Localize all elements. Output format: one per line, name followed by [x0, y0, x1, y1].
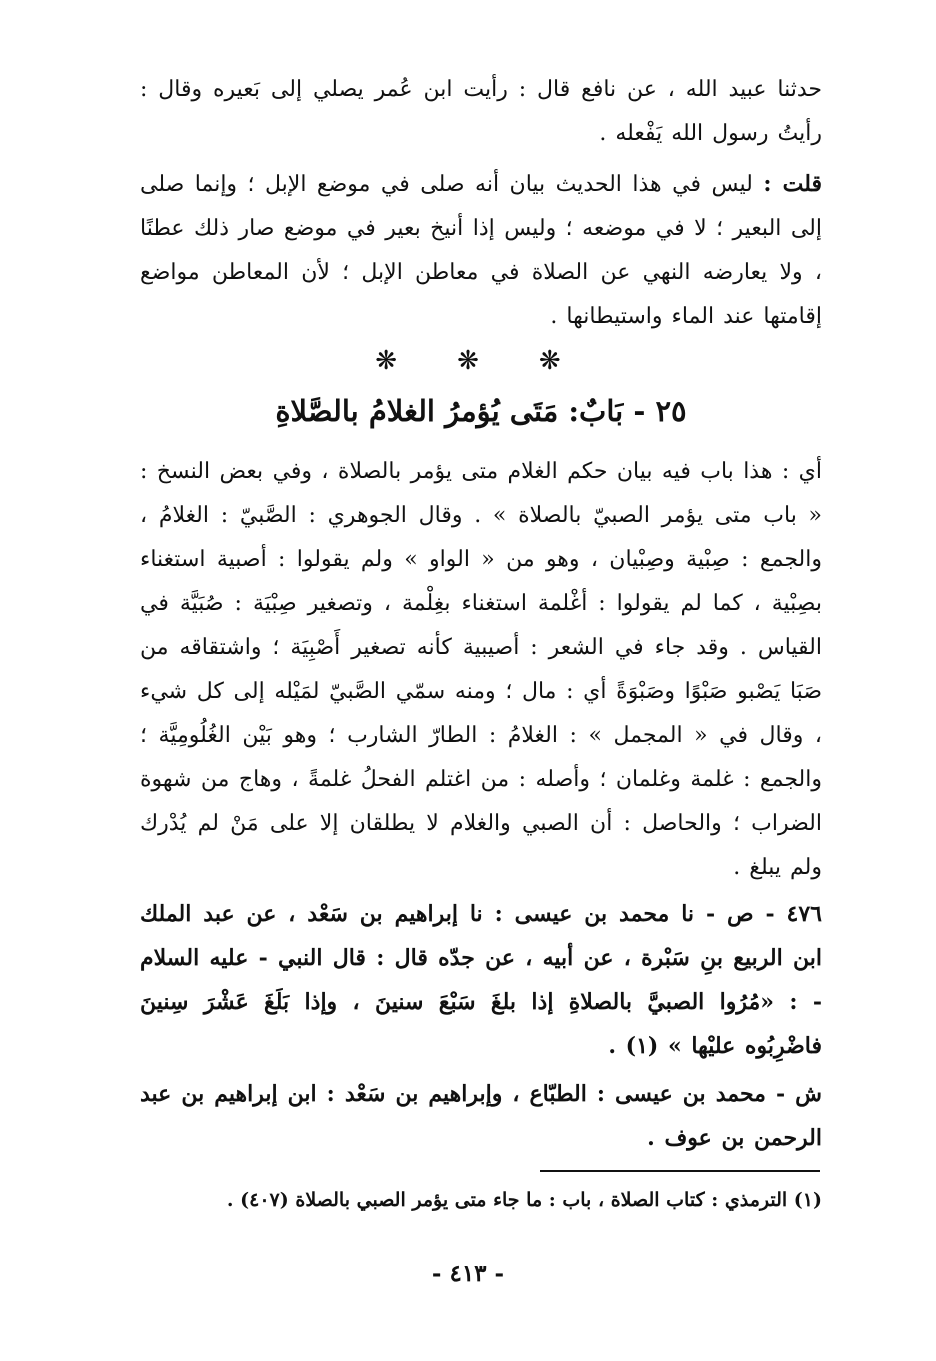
- page-number: - ٤١٣ -: [431, 1260, 505, 1287]
- hadith-paragraph: ٤٧٦ - ص - نا محمد بن عيسى : نا إبراهيم بن سَعْد ، عن عبد الملك ابن الربيع بنِ سَبْرة ، عن أبيه ، عن جدّه قال : قال النبي - عليه السلام - : «مُرُوا الصبيَّ بالصلاةِ إذا بلغَ سَبْعَ سنينَ ، وإذا بَلَغَ عَشْرَ سِنينَ فاضْرِبُوه عليْها » (١) .: [140, 901, 822, 1059]
- separator-star: ❋: [457, 346, 479, 376]
- section-separator: [300, 346, 636, 376]
- opening-hadith-paragraph: حدثنا عبيد الله ، عن نافع قال : رأيت ابن عُمر يصلي إلى بَعيره وقال : رأيتُ رسول الله يَفْعله .: [140, 77, 822, 146]
- qultu-label: قلت :: [763, 171, 823, 197]
- commentary-paragraph: أي : هذا باب فيه بيان حكم الغلام متى يؤمر بالصلاة ، وفي بعض النسخ : « باب متى يؤمر الصبيّ بالصلاة » . وقال الجوهري : الصَّبيّ : الغلامُ ، والجمع : صِبْية وصِبْيان ، وهو من « الواو » ولم يقولوا : أصبية استغناء بصِبْية ، كما لم يقولوا : أغْلمة استغناء بغِلْمة ، وتصغير صِبْيَة : صُبَيَّة في القياس . وقد جاء في الشعر : أصيبية كأنه تصغير أَصْبِيَة ؛ واشتقاقه من صَبَا يَصْبو صَبْوًا وصَبْوَةً أي : مال ؛ ومنه سمّي الصَّبيّ لمَيْله إلى كل شيء ، وقال في « المجمل » : الغلامُ : الطارّ الشارب ؛ وهو بَيْن الغُلُومِيَّة ؛ والجمع : غلمة وغلمان ؛ وأصله : من اغتلم الفحلُ غلمةً ، وهاج من شهوة الضراب ؛ والحاصل : أن الصبي والغلام لا يطلقان إلا على مَنْ لم يُدْرك ولم يبلغ .: [140, 459, 822, 880]
- footnote-divider: [540, 1170, 820, 1172]
- qultu-text: ليس في هذا الحديث بيان أنه صلى في موضع الإبل ؛ وإنما صلى إلى البعير ؛ لا في موضعه ؛ وليس إذا أنيخ بعير في موضع صار ذلك عطنًا ، ولا يعارضه النهي عن الصلاة في معاطن الإبل ؛ لأن المعاطن مواضع إقامتها عند الماء واستيطانها .: [140, 172, 822, 329]
- explanation-paragraph: ش - محمد بن عيسى : الطبّاع ، وإبراهيم بن سَعْد : ابن إبراهيم بن عبد الرحمن بن عوف .: [140, 1081, 822, 1151]
- separator-star: ❋: [375, 346, 398, 376]
- chapter-title: ٢٥ - بَابٌ: مَتَى يُؤمرُ الغلامُ بالصَّلاةِ: [275, 394, 687, 428]
- qultu-paragraph: [140, 162, 822, 339]
- separator-star: ❋: [538, 346, 561, 376]
- footnote: (١) الترمذي : كتاب الصلاة ، باب : ما جاء متى يؤمر الصبي بالصلاة (٤٠٧) .: [226, 1189, 822, 1211]
